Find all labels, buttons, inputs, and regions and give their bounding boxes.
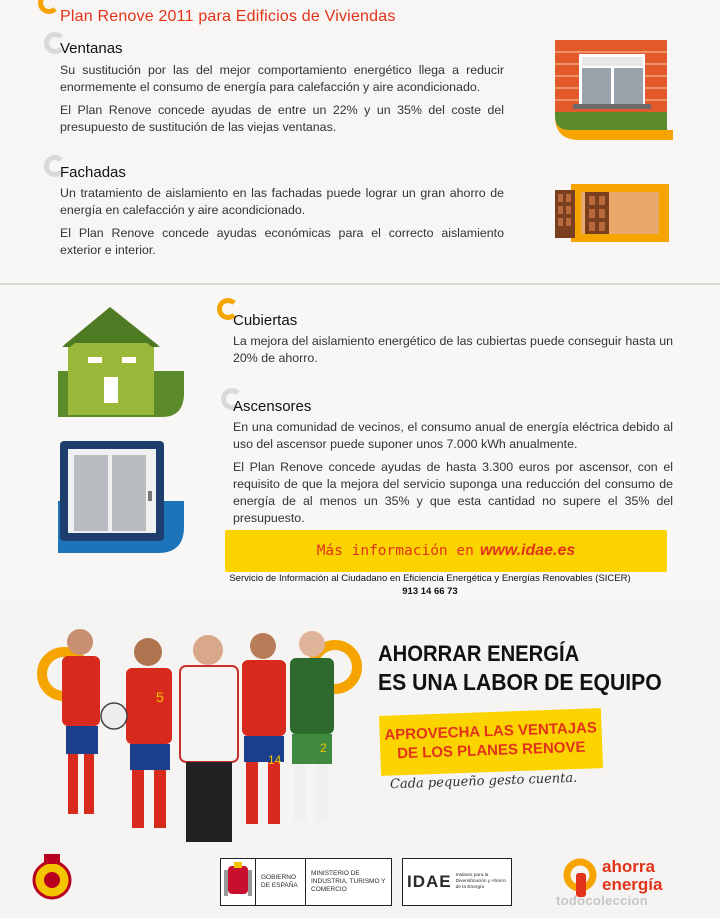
sicer-info — [200, 572, 660, 598]
jersey-number: 14 — [268, 753, 282, 767]
more-info-link[interactable]: www.idae.es — [479, 542, 576, 559]
ad-headline — [378, 640, 662, 696]
team-photo — [30, 612, 370, 852]
ventanas-p2: El Plan Renove concede ayudas de entre un 22% y un 35% del coste del presupuesto de sustitución de las viejas ventanas. — [60, 103, 504, 134]
brand-word2: energía — [602, 875, 663, 894]
window-icon — [555, 40, 673, 140]
fachadas-heading: Fachadas — [60, 164, 126, 181]
ad-slogan: Cada pequeño gesto cuenta. — [389, 770, 578, 793]
ascensores-heading: Ascensores — [233, 398, 312, 415]
idae-acronym: IDAE — [407, 872, 452, 891]
ventanas-text — [60, 62, 504, 142]
renove-banner — [379, 708, 603, 776]
ventanas-p1: Su sustitución por las del mejor comportamiento energético llega a reducir enormemente el consumo de energía para calefacción y aire acondicionado. — [60, 63, 504, 94]
sicer-phone: 913 14 66 73 — [402, 586, 458, 597]
cubiertas-p1: La mejora del aislamiento energético de las cubiertas puede conseguir hasta un 20% de ahorro. — [233, 334, 673, 365]
federation-crest-icon — [30, 850, 74, 906]
fachadas-p2: El Plan Renove concede ayudas económicas para el correcto aislamiento exterior e interior. — [60, 226, 504, 257]
gov-label: GOBIERNO DE ESPAÑA — [255, 858, 305, 906]
coat-of-arms-icon — [221, 860, 255, 904]
more-info-bar — [225, 530, 667, 572]
house-icon — [58, 305, 186, 417]
middle-panel — [0, 285, 720, 600]
sicer-service: Servicio de Información al Ciudadano en Eficiencia Energética y Energías Renovables (SICER) — [229, 573, 631, 584]
ascensores-p1: En una comunidad de vecinos, el consumo anual de energía eléctrica debido al uso del ascensor puede suponer unos 7.000 kWh anualmente. — [233, 420, 673, 451]
government-logo — [220, 858, 392, 906]
ascensores-text — [233, 419, 673, 533]
cubiertas-heading: Cubiertas — [233, 312, 298, 329]
banner-line2: DE LOS PLANES RENOVE — [396, 738, 586, 763]
sponsor-logos — [220, 856, 512, 908]
ministry-label: MINISTERIO DE INDUSTRIA, TURISMO Y COMERCIO — [305, 858, 391, 906]
banner-line1: APROVECHA LAS VENTAJAS — [384, 719, 598, 744]
jersey-number: 5 — [156, 689, 164, 705]
ad-headline-line1: AHORRAR ENERGÍA — [378, 641, 580, 666]
cubiertas-text — [233, 333, 673, 373]
idae-logo — [402, 858, 512, 906]
facade-icon — [555, 184, 673, 244]
ad-headline-line2: ES UNA LABOR DE EQUIPO — [378, 669, 662, 695]
page-title: Plan Renove 2011 para Edificios de Viviendas — [60, 8, 396, 25]
ascensores-p2: El Plan Renove concede ayudas de hasta 3.300 euros por ascensor, con el requisito de que la mejora del servicio suponga una reducción del consumo de energía de al menos un 35% y que esta cantidad no supere el 35% del presupuesto. — [233, 460, 673, 525]
ventanas-heading: Ventanas — [60, 40, 123, 57]
ad-panel — [0, 600, 720, 918]
elevator-icon — [58, 441, 186, 553]
brand-ring-icon — [38, 0, 60, 14]
watermark: todocoleccion — [556, 893, 649, 908]
brand-word1: ahorra — [602, 857, 655, 876]
fachadas-p1: Un tratamiento de aislamiento en las fachadas puede lograr un gran ahorro de energía en calefacción y aire acondicionado. — [60, 186, 504, 217]
more-info-label: Más información en — [316, 543, 474, 559]
idae-full-name: Instituto para la Diversificación y Ahorro de la Energía — [455, 873, 506, 890]
top-panel — [0, 0, 720, 283]
jersey-number: 2 — [320, 741, 327, 755]
fachadas-text — [60, 185, 504, 265]
